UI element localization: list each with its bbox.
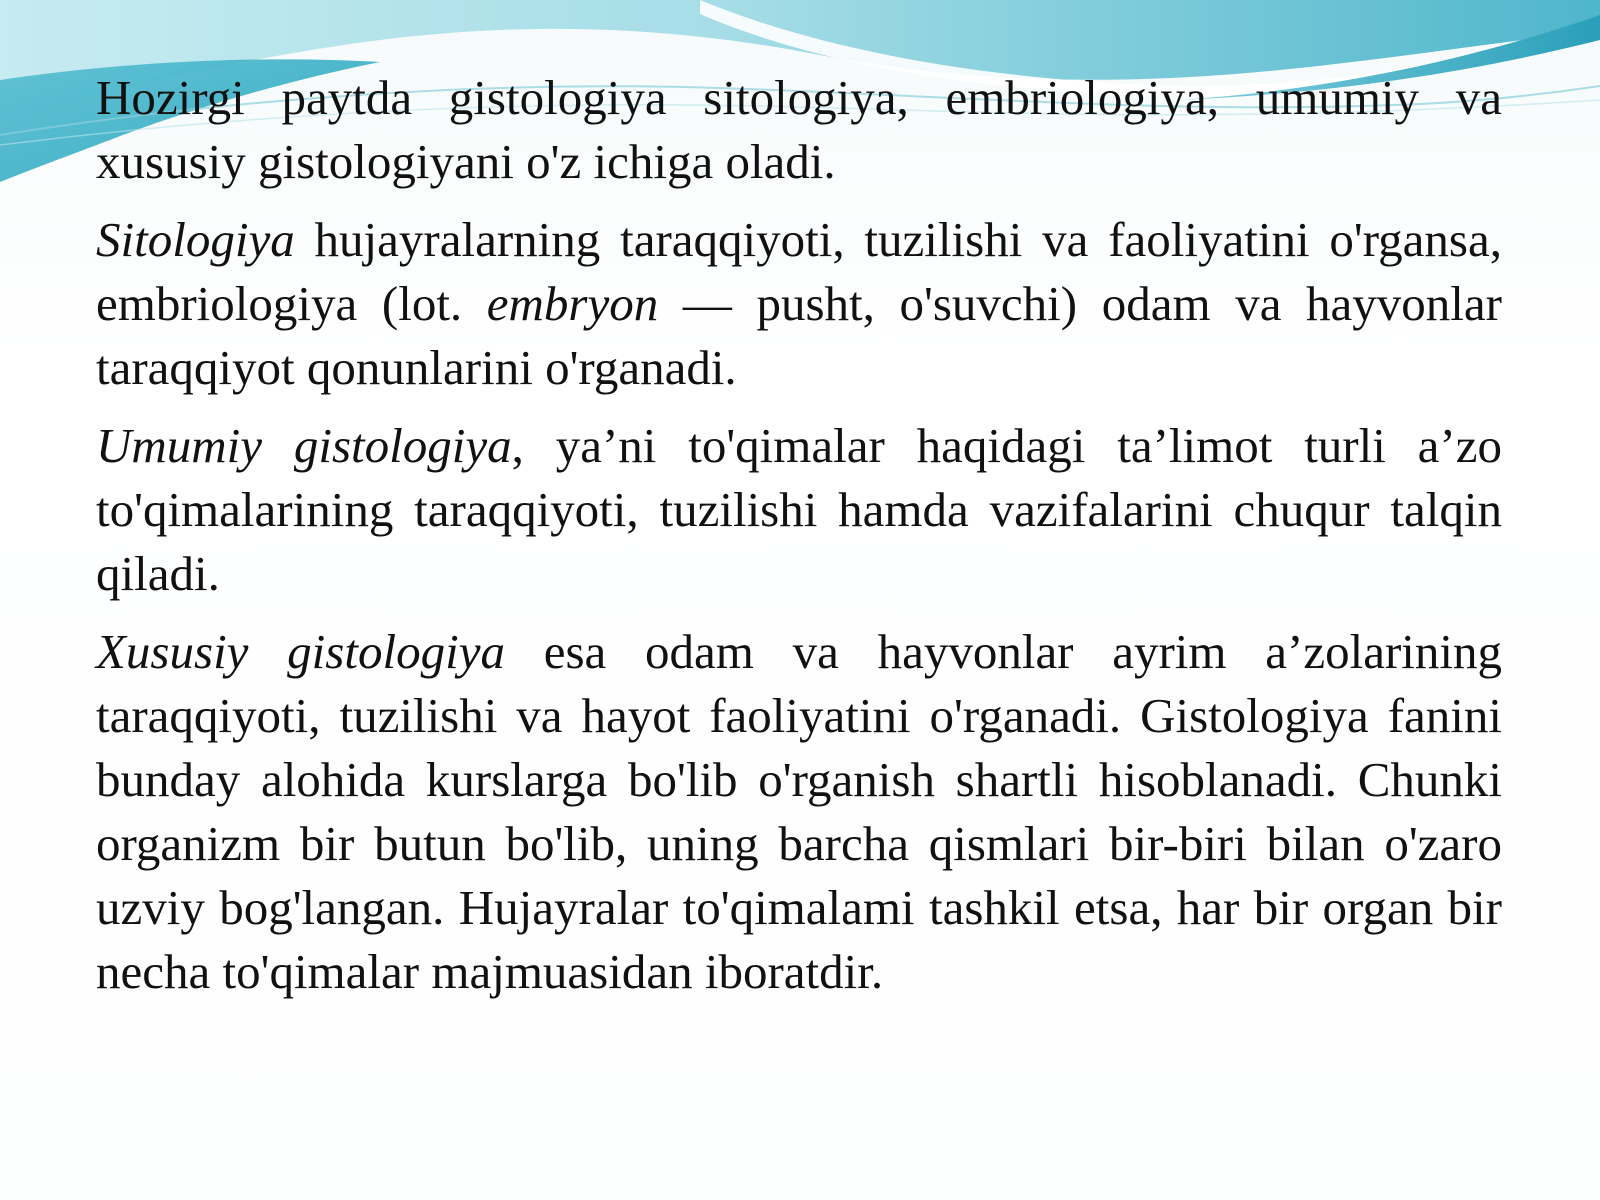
paragraph-sitologiya [96, 208, 1502, 400]
term-embryon: embryon [486, 276, 659, 331]
paragraph-xususiy [96, 620, 1502, 1004]
term-xususiy-gistologiya: Xususiy gistologiya [96, 624, 505, 679]
paragraph-intro-text: Hozirgi paytda gistologiya sitologiya, embriologiya, umumiy va xususiy gistologiyani o'z ichiga oladi. [96, 70, 1502, 189]
term-sitologiya: Sitologiya [96, 212, 295, 267]
term-umumiy-gistologiya: Umumiy gistologiya [96, 418, 512, 473]
paragraph-xususiy-text: esa odam va hayvonlar ayrim a’zolarining taraqqiyoti, tuzilishi va hayot faoliyatini o'rganadi. Gistologiya fanini bunday alohida kurslarga bo'lib o'rganish shartli hisoblanadi. Chunki organizm bir butun bo'lib, uning barcha qismlari bir-biri bilan o'zaro uzviy bog'langan. Hujayralar to'qimalami tashkil etsa, har bir organ bir necha to'qimalar majmuasidan iboratdir. [96, 624, 1502, 999]
paragraph-sitologiya-text-1: hujayralarning taraqqiyoti, tuzilishi va faoliyatini o'rgansa, embriologiya (lot. [96, 212, 1502, 331]
paragraph-sitologiya-text-2: — pusht, o'suvchi) odam va hayvonlar taraqqiyot qonunlarini o'rganadi. [96, 276, 1502, 395]
slide-body [96, 66, 1502, 1018]
paragraph-umumiy-text: , ya’ni to'qimalar haqidagi ta’limot turli a’zo to'qimalarining taraqqiyoti, tuzilishi hamda vazifalarini chuqur talqin qiladi. [96, 418, 1502, 601]
paragraph-umumiy [96, 414, 1502, 606]
paragraph-intro [96, 66, 1502, 194]
